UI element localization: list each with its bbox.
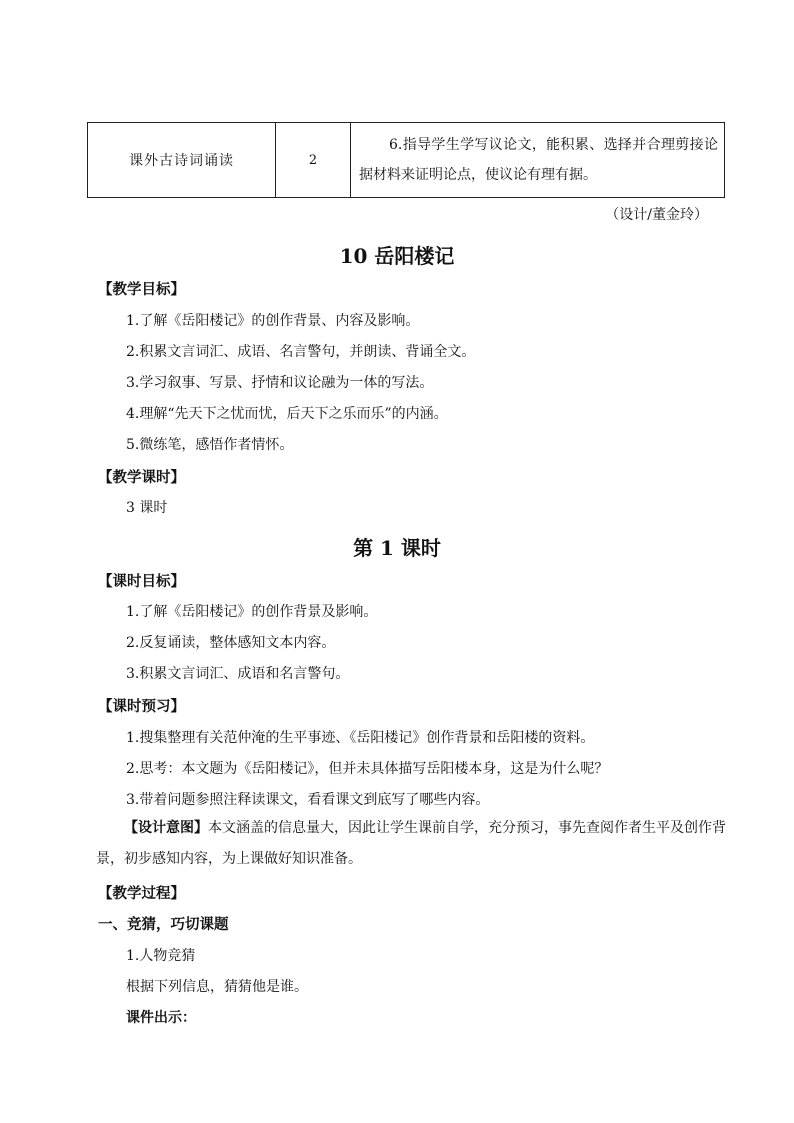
- teaching-hours-heading: 【教学课时】: [98, 469, 185, 486]
- period-goals-heading: 【课时目标】: [98, 573, 185, 590]
- designer-credit: （设计/董金玲）: [605, 207, 708, 223]
- list-item: 2.反复诵读，整体感知文本内容。: [126, 635, 336, 651]
- course-name-cell: 课外古诗词诵读: [88, 123, 276, 198]
- list-item: 3.学习叙事、写景、抒情和议论融为一体的写法。: [126, 375, 434, 391]
- list-item: 1.了解《岳阳楼记》的创作背景、内容及影响。: [126, 313, 420, 329]
- table-row: [88, 123, 725, 198]
- goal-text: 6.指导学生学写议论文，能积累、选择并合理剪接论据材料来证明论点，使议论有理有据。: [359, 137, 718, 183]
- design-intent-label: 【设计意图】: [124, 820, 208, 836]
- list-item: 1.搜集整理有关范仲淹的生平事迹、《岳阳楼记》创作背景和岳阳楼的资料。: [126, 730, 595, 746]
- list-item: 2.积累文言词汇、成语、名言警句，并朗读、背诵全文。: [126, 344, 476, 360]
- process-heading: 【教学过程】: [98, 885, 185, 902]
- preview-heading: 【课时预习】: [98, 698, 185, 715]
- syllabus-table: [87, 122, 725, 198]
- list-item: 4.理解“先天下之忧而忧，后天下之乐而乐”的内涵。: [126, 406, 448, 422]
- section-heading: 一、竞猜，巧切课题: [98, 916, 229, 933]
- period-title: 第 1 课时: [353, 536, 441, 560]
- design-intent-paragraph: [96, 813, 726, 875]
- sub-item: 1.人物竞猜: [126, 948, 196, 964]
- courseware-label: 课件出示：: [126, 1010, 196, 1026]
- list-item: 3.积累文言词汇、成语和名言警句。: [126, 666, 350, 682]
- teaching-hours-value: 3 课时: [126, 500, 168, 516]
- list-item: 5.微练笔，感悟作者情怀。: [126, 437, 294, 453]
- list-item: 1.了解《岳阳楼记》的创作背景及影响。: [126, 604, 378, 620]
- list-item: 2.思考：本文题为《岳阳楼记》，但并未具体描写岳阳楼本身，这是为什么呢？: [126, 761, 609, 777]
- list-item: 3.带着问题参照注释读课文，看看课文到底写了哪些内容。: [126, 792, 490, 808]
- sub-item-text: 根据下列信息，猜猜他是谁。: [126, 979, 308, 995]
- hours-cell: 2: [276, 123, 351, 198]
- design-intent-text: 本文涵盖的信息量大，因此让学生课前自学，充分预习，事先查阅作者生平及创作背景，初步感知内容，为上课做好知识准备。: [96, 820, 726, 867]
- teaching-goals-heading: 【教学目标】: [98, 281, 185, 298]
- goal-cell: [351, 123, 725, 198]
- lesson-title: 10 岳阳楼记: [339, 244, 455, 268]
